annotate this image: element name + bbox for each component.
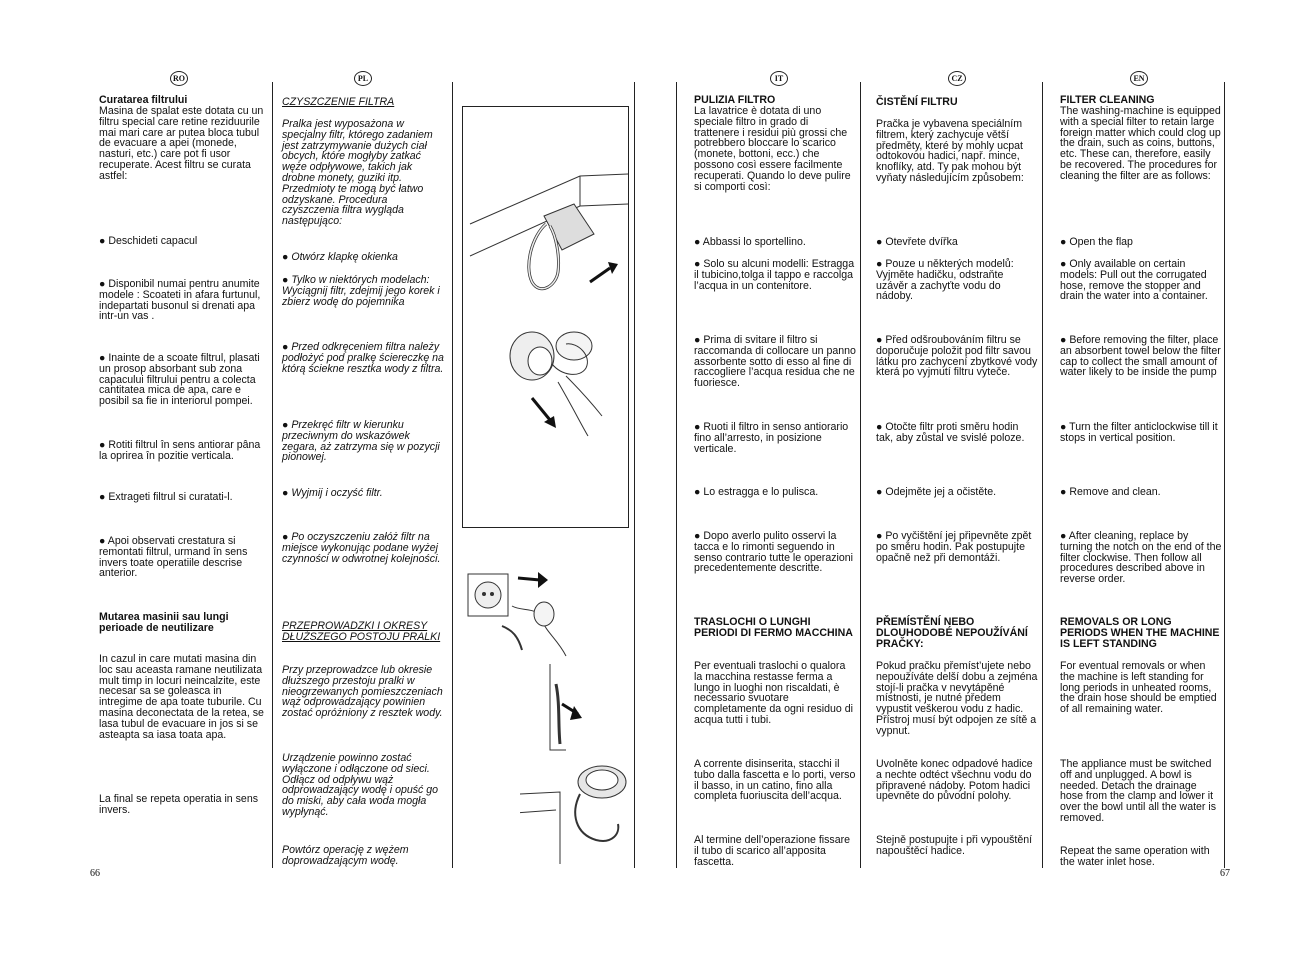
step-text: ● Wyjmij i oczyść filtr.: [282, 487, 383, 499]
body-text: For eventual removals or when the machine is left standing for long periods in unheated rooms, the drain hose should be emptied of all remaining water.: [1060, 660, 1217, 716]
page-number-left: 66: [90, 868, 100, 879]
section-title: ČISTĚNÍ FILTRU: [876, 96, 958, 108]
flag-it: IT: [770, 71, 788, 86]
step-text: ● Otevřete dvířka: [876, 236, 958, 248]
body-text: Al termine dell’operazione fissare il tubo di scarico all’apposita fascetta.: [694, 834, 851, 868]
step-text: ● Deschideti capacul: [99, 235, 198, 247]
intro-text: Pračka je vybavena speciálním filtrem, který zachycuje větší předměty, které by mohly ucpat odtokovou hadici, např. mince, knoflíky, atd. Ty pak mohou být vyňaty následujícím způsobem:: [876, 118, 1024, 184]
page-divider: [676, 82, 677, 868]
step-text: ● Lo estragga e lo pulisca.: [694, 486, 819, 498]
body-text: A corrente disinserita, stacchi il tubo dalla fascetta e lo porti, verso il basso, in un catino, fino alla completa fuoriuscita dell’acqua.: [694, 758, 856, 803]
page-number-right: 67: [1220, 868, 1230, 879]
step-text: ● Po oczyszczeniu załóż filtr na miejsce wykonując podane wyżej czynności w odwrotnej kolejności.: [282, 531, 441, 565]
step-text: ● Before removing the filter, place an absorbent towel below the filter cap to collect the small amount of water likely to be inside the pump: [1060, 334, 1221, 379]
section-title: FILTER CLEANING: [1060, 94, 1155, 106]
step-text: ● After cleaning, replace by turning the notch on the end of the filter clockwise. Then follow all procedures described above in reverse order.: [1060, 530, 1222, 586]
section-title: PULIZIA FILTRO: [694, 94, 776, 106]
page-divider: [634, 82, 635, 868]
section-title: REMOVALS OR LONG PERIODS WHEN THE MACHINE IS LEFT STANDING: [1060, 616, 1220, 650]
body-text: La final se repeta operatia in sens invers.: [99, 793, 259, 816]
section-title: Mutarea masinii sau lungi perioade de neutilizare: [99, 611, 229, 634]
drain-hose-illustration: [520, 664, 630, 864]
column-divider: [1042, 82, 1043, 868]
body-text: Pokud pračku přemíst’ujete nebo nepoužíváte delší dobu a zejména stojí-li pračka v nevytápěné místnosti, je nutné předem vypustit veškerou vodu z hadic. Přístroj musí být odpojen ze sítě a vypnut.: [876, 660, 1038, 737]
step-text: ● Przekręć filtr w kierunku przeciwnym do wskazówek zegara, aż zatrzyma się w pozycji pionowej.: [282, 419, 440, 464]
body-text: Repeat the same operation with the water inlet hose.: [1060, 845, 1210, 868]
body-text: Przy przeprowadzce lub okresie dłuższego przestoju pralki w nieogrzewanych pomieszczeniach wąż odprowadzający powinien zostać opróżniony z resztek wody.: [282, 664, 443, 720]
body-text: The appliance must be switched off and unplugged. A bowl is needed. Detach the drainage hose from the clamp and lower it over the bowl until all the water is removed.: [1060, 758, 1217, 824]
step-text: ● Disponibil numai pentru anumite modele : Scoateti in afara furtunul, indepartati busonul si drenati apa intr-un vas .: [99, 278, 261, 323]
section-title: PRZEPROWADZKI I OKRESY DŁUŻSZEGO POSTOJU PRALKI: [282, 620, 441, 643]
section-title: Curatarea filtrului: [99, 94, 188, 106]
section-title: CZYSZCZENIE FILTRA: [282, 96, 395, 108]
step-text: ● Ruoti il filtro in senso antiorario fino all’arresto, in posizione verticale.: [694, 421, 849, 455]
step-text: ● Pouze u některých modelů: Vyjměte hadičku, odstraňte uzávěr a zachyťte vodu do nádoby.: [876, 258, 1014, 303]
step-text: ● Extrageti filtrul si curatati-l.: [99, 491, 233, 503]
step-text: ● Przed odkręceniem filtra należy podłożyć pod pralkę ściereczkę na którą ściekne resztka wody z filtra.: [282, 341, 444, 375]
flag-ro: RO: [170, 71, 188, 86]
step-text: ● Solo su alcuni modelli: Estragga il tubicino,tolga il tappo e raccolga l’acqua in un contenitore.: [694, 258, 855, 292]
step-text: ● Abbassi lo sportellino.: [694, 236, 806, 248]
body-text: Per eventuali traslochi o qualora la macchina restasse ferma a lungo in luoghi non riscaldati, è necessario svuotare completamente da ogni residuo di acqua tutti i tubi.: [694, 660, 854, 726]
intro-text: The washing-machine is equipped with a special filter to retain large foreign matter which could clog up the drain, such as coins, buttons, etc. These can, therefore, easily be recovered. The procedures for cleaning the filter are as follows:: [1060, 105, 1221, 182]
step-text: ● Only available on certain models: Pull out the corrugated hose, remove the stopper and drain the water into a container.: [1060, 258, 1208, 303]
section-title: PŘEMÍSTĚNÍ NEBO DLOUHODOBÉ NEPOUŽÍVÁNÍ PRAČKY:: [876, 616, 1028, 650]
body-text: In cazul in care mutati masina din loc sau aceasta ramane neutilizata mult timp in locuri neincalzite, este necesar sa se goleasca in intregime de apa toate tuburile. Cu masina deconectata de la retea, se lasa tubul de evacuare in jos si se asteapta sa iasa toata apa.: [99, 653, 264, 741]
step-text: ● Prima di svitare il filtro si raccomanda di collocare un panno assorbente sotto di esso al fine di raccogliere l’acqua residua che ne fuoriesce.: [694, 334, 856, 390]
column-divider: [1224, 82, 1225, 868]
column-divider: [452, 82, 453, 868]
unplug-illustration: [462, 566, 572, 660]
body-text: Uvolněte konec odpadové hadice a nechte odtéct všechnu vodu do připravené nádoby. Potom hadici upevněte do původní polohy.: [876, 758, 1033, 803]
flag-pl: PL: [354, 71, 372, 86]
intro-text: Masina de spalat este dotata cu un filtru special care retine reziduurile mai mari care ar putea bloca tubul de evacuare a apei (monede, nasturi, etc.) care pot fi usor recuperate. Acest filtru se curata astfel:: [99, 105, 264, 182]
step-text: ● Turn the filter anticlockwise till it stops in vertical position.: [1060, 421, 1218, 444]
filter-cleaning-illustration: [462, 106, 629, 528]
step-text: ● Open the flap: [1060, 236, 1133, 248]
step-text: ● Apoi observati crestatura si remontati filtrul, urmand în sens invers toate operatiile descrise anterior.: [99, 535, 248, 580]
flag-cz: CZ: [948, 71, 966, 86]
step-text: ● Rotiti filtrul în sens antiorar pâna la oprirea în pozitie verticala.: [99, 439, 261, 462]
step-text: ● Otwórz klapkę okienka: [282, 251, 398, 263]
body-text: Stejně postupujte i při vypouštění napouštěcí hadice.: [876, 834, 1033, 857]
column-divider: [860, 82, 861, 868]
step-text: ● Po vyčištění jej připevněte zpět po směru hodin. Pak postupujte opačně než při demontáži.: [876, 530, 1032, 564]
step-text: ● Inainte de a scoate filtrul, plasati un prosop absorbant sub zona capacului filtrului pentru a colecta cantitatea mica de apa, care e posibil sa fie in interiorul pompei.: [99, 352, 260, 408]
step-text: ● Odejměte jej a očistěte.: [876, 486, 997, 498]
step-text: ● Remove and clean.: [1060, 486, 1161, 498]
intro-text: La lavatrice è dotata di uno speciale filtro in grado di trattenere i residui più grossi che potrebbero bloccare lo scarico (monete, bottoni, ecc.) che possono così essere facilmente recuperati. Quando lo deve pulire si comporti così:: [694, 105, 851, 193]
step-text: ● Tylko w niektórych modelach: Wyciągnij filtr, zdejmij jego korek i zbierz wodę do pojemnika: [282, 274, 440, 308]
step-text: ● Dopo averlo pulito osservi la tacca e lo rimonti seguendo in senso contrario tutte le operazioni precedentemente descritte.: [694, 530, 853, 575]
section-title: TRASLOCHI O LUNGHI PERIODI DI FERMO MACCHINA: [694, 616, 853, 639]
column-divider: [272, 82, 273, 868]
flag-en: EN: [1130, 71, 1148, 86]
step-text: ● Před odšroubováním filtru se doporučuje položit pod filtr savou látku pro zachycení zbytkové vody která po vyjmutí filtru vyteče.: [876, 334, 1038, 379]
body-text: Urządzenie powinno zostać wyłączone i odłączone od sieci. Odłącz od odpływu wąż odprowadzający wodę i opuść go do miski, aby cała woda mogła wypłynąć.: [282, 752, 439, 818]
body-text: Powtórz operację z wężem doprowadzającym wodę.: [282, 844, 409, 867]
intro-text: Pralka jest wyposażona w specjalny filtr, którego zadaniem jest zatrzymywanie dużych ciał obcych, które mogłyby zatkać węże odpływowe, takich jak drobne monety, guziki itp. Przedmioty te mogą być łatwo odzyskane. Procedura czyszczenia filtra wygląda następująco:: [282, 118, 433, 228]
step-text: ● Otočte filtr proti směru hodin tak, aby zůstal ve svislé poloze.: [876, 421, 1025, 444]
